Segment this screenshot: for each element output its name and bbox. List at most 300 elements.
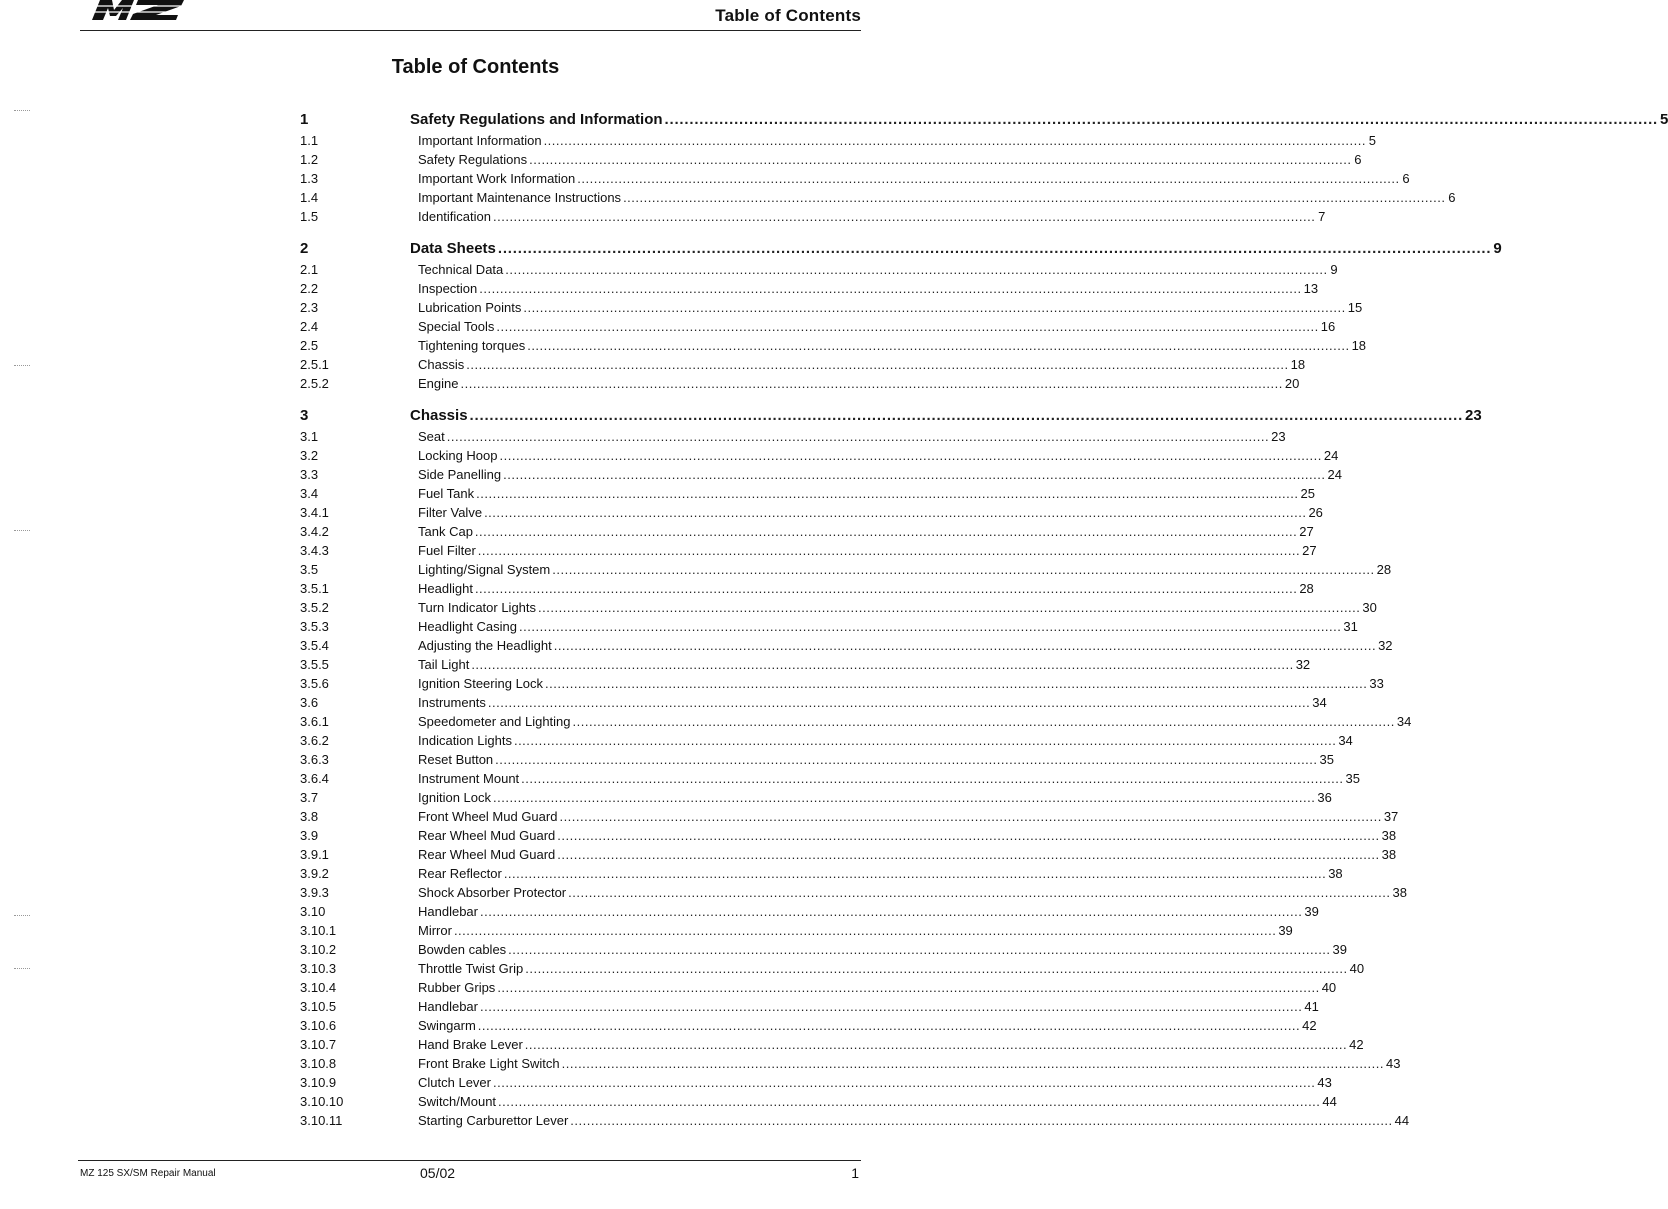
toc-row <box>298 672 1384 691</box>
table-of-contents <box>298 104 1668 1128</box>
toc-entry <box>410 467 1342 482</box>
toc-section-number: 3.10.4 <box>300 980 337 995</box>
toc-section-title: Indication Lights <box>418 733 512 748</box>
toc-section-title: Important Work Information <box>418 171 576 186</box>
toc-entry <box>410 209 1325 224</box>
toc-section-number: 3.10.8 <box>300 1056 337 1071</box>
toc-section-number: 3.5.6 <box>300 676 329 691</box>
toc-section-title: Lubrication Points <box>418 300 522 315</box>
toc-dot-leader: ........................................................................................................................................................................................................ <box>557 847 1380 862</box>
toc-row <box>298 1052 1401 1071</box>
toc-page-number: 23 <box>1271 429 1286 444</box>
toc-section-number: 3.10.3 <box>300 961 337 976</box>
scan-mark <box>14 968 30 970</box>
toc-section-title: Chassis <box>410 407 468 424</box>
toc-section-number: 3.2 <box>300 448 319 463</box>
toc-entry <box>410 543 1317 558</box>
toc-row <box>298 1014 1317 1033</box>
toc-entry <box>410 338 1366 353</box>
toc-dot-leader: ........................................................................................................................................................................................................ <box>487 695 1311 710</box>
toc-section-number: 3.10.5 <box>300 999 337 1014</box>
toc-page-number: 18 <box>1290 357 1306 372</box>
toc-section-title: Mirror <box>418 923 452 938</box>
toc-section-number: 1.2 <box>300 152 319 167</box>
toc-row <box>298 129 1376 148</box>
toc-dot-leader: ........................................................................................................................................................................................................ <box>523 300 1346 315</box>
toc-dot-leader: ........................................................................................................................................................................................................ <box>552 562 1375 577</box>
toc-page-number: 39 <box>1278 923 1293 938</box>
toc-dot-leader: ........................................................................................................................................................................................................ <box>499 448 1322 463</box>
toc-page-number: 24 <box>1327 467 1342 482</box>
toc-entry <box>410 923 1293 938</box>
toc-page-number: 20 <box>1284 376 1300 391</box>
toc-entry <box>410 1018 1317 1033</box>
scan-mark <box>14 110 30 112</box>
toc-entry <box>410 828 1396 843</box>
toc-row <box>298 995 1319 1014</box>
toc-page-number: 27 <box>1299 524 1314 539</box>
toc-page-number: 39 <box>1332 942 1348 957</box>
toc-entry <box>410 486 1315 501</box>
toc-dot-leader: ........................................................................................................................................................................................................ <box>508 942 1331 957</box>
toc-row <box>298 296 1363 315</box>
toc-page-number: 34 <box>1312 695 1327 710</box>
toc-page-number: 32 <box>1378 638 1393 653</box>
toc-section-number: 2.5.2 <box>300 376 329 391</box>
toc-section-title: Clutch Lever <box>418 1075 491 1090</box>
scan-mark <box>14 365 30 367</box>
toc-dot-leader: ........................................................................................................................................................................................................ <box>479 281 1302 296</box>
toc-row <box>298 824 1397 843</box>
toc-row <box>298 167 1410 186</box>
toc-section-title: Identification <box>418 209 491 224</box>
toc-dot-leader: ........................................................................................................................................................................................................ <box>474 524 1298 539</box>
toc-page-number: 28 <box>1376 562 1392 577</box>
toc-row <box>298 148 1362 167</box>
toc-row <box>298 186 1456 205</box>
toc-dot-leader: ........................................................................................................................................................................................................ <box>525 961 1348 976</box>
toc-page-number: 34 <box>1396 714 1412 729</box>
toc-entry <box>410 866 1343 881</box>
mz-logo <box>86 0 186 22</box>
toc-page-number: 9 <box>1330 262 1338 277</box>
toc-row <box>298 634 1393 653</box>
toc-section-number: 3.4 <box>300 486 319 501</box>
toc-dot-leader: ........................................................................................................................................................................................................ <box>553 638 1377 653</box>
toc-dot-leader: ........................................................................................................................................................................................................ <box>498 1094 1321 1109</box>
toc-entry <box>410 942 1347 957</box>
toc-section-number: 3.5.5 <box>300 657 329 672</box>
toc-dot-leader: ........................................................................................................................................................................................................ <box>492 1075 1316 1090</box>
toc-section-title: Tank Cap <box>418 524 473 539</box>
toc-section-title: Rear Reflector <box>418 866 502 881</box>
toc-row <box>298 786 1332 805</box>
toc-page-number: 38 <box>1381 847 1397 862</box>
toc-section-title: Technical Data <box>418 262 504 277</box>
toc-section-title: Ignition Lock <box>418 790 491 805</box>
toc-row <box>298 372 1300 391</box>
toc-section-number: 3.6.3 <box>300 752 329 767</box>
toc-section-title: Tail Light <box>418 657 470 672</box>
toc-section-number: 2.3 <box>300 300 319 315</box>
toc-page-number: 6 <box>1448 190 1456 205</box>
toc-section-title: Fuel Filter <box>418 543 476 558</box>
toc-row <box>298 976 1337 995</box>
toc-section-title: Turn Indicator Lights <box>418 600 537 615</box>
toc-section-number: 3.1 <box>300 429 319 444</box>
toc-section-title: Inspection <box>418 281 478 296</box>
toc-dot-leader: ........................................................................................................................................................................................................ <box>513 733 1337 748</box>
toc-row <box>298 463 1342 482</box>
toc-page-number: 34 <box>1338 733 1353 748</box>
toc-section-title: Bowden cables <box>418 942 507 957</box>
toc-row <box>298 1033 1364 1052</box>
toc-row <box>298 520 1314 539</box>
toc-section-title: Safety Regulations and Information <box>410 111 663 128</box>
toc-entry <box>410 752 1334 767</box>
toc-dot-leader: ........................................................................................................................................................................................................ <box>538 600 1361 615</box>
toc-dot-leader: ........................................................................................................................................................................................................ <box>527 338 1350 353</box>
toc-section-number: 1.3 <box>300 171 319 186</box>
toc-entry <box>410 448 1338 463</box>
toc-section-title: Throttle Twist Grip <box>418 961 524 976</box>
toc-section-title: Lighting/Signal System <box>418 562 551 577</box>
toc-row <box>298 843 1397 862</box>
toc-section-title: Front Wheel Mud Guard <box>418 809 558 824</box>
toc-row <box>298 353 1306 372</box>
toc-section-number: 3.5.2 <box>300 600 329 615</box>
toc-dot-leader: ........................................................................................................................................................................................................ <box>521 771 1344 786</box>
toc-section-title: Handlebar <box>418 904 478 919</box>
toc-page-number: 43 <box>1317 1075 1332 1090</box>
header-divider <box>80 30 861 31</box>
toc-entry <box>410 133 1376 148</box>
toc-section-number: 3.9.3 <box>300 885 329 900</box>
toc-section-number: 3.7 <box>300 790 319 805</box>
toc-entry <box>410 376 1299 391</box>
toc-section-title: Shock Absorber Protector <box>418 885 567 900</box>
toc-row <box>298 710 1412 729</box>
toc-section-number: 2 <box>300 240 309 257</box>
toc-page-number: 13 <box>1303 281 1319 296</box>
toc-dot-leader: ........................................................................................................................................................................................................ <box>477 543 1301 558</box>
toc-dot-leader: ........................................................................................................................................................................................................ <box>524 1037 1348 1052</box>
toc-page-number: 41 <box>1304 999 1319 1014</box>
toc-section-number: 2.4 <box>300 319 319 334</box>
toc-row <box>298 748 1334 767</box>
toc-entry <box>410 562 1391 577</box>
toc-entry <box>410 809 1398 824</box>
toc-page-number: 7 <box>1318 209 1326 224</box>
toc-entry <box>410 407 1482 424</box>
toc-entry <box>410 1113 1409 1128</box>
toc-entry <box>410 319 1335 334</box>
toc-dot-leader: ........................................................................................................................................................................................................ <box>505 262 1328 277</box>
toc-page-number: 30 <box>1362 600 1377 615</box>
toc-entry <box>410 505 1323 520</box>
toc-dot-leader: ........................................................................................................................................................................................................ <box>572 714 1395 729</box>
toc-section-number: 2.1 <box>300 262 319 277</box>
toc-section-title: Instrument Mount <box>418 771 520 786</box>
toc-section-title: Rear Wheel Mud Guard <box>418 847 556 862</box>
toc-page-number: 16 <box>1320 319 1336 334</box>
toc-page-number: 38 <box>1392 885 1407 900</box>
toc-entry <box>410 281 1318 296</box>
footer-manual-name: MZ 125 SX/SM Repair Manual <box>80 1168 216 1179</box>
toc-row <box>298 881 1407 900</box>
toc-dot-leader: ........................................................................................................................................................................................................ <box>493 209 1316 224</box>
toc-section-number: 3.4.3 <box>300 543 329 558</box>
toc-entry <box>410 714 1411 729</box>
toc-entry <box>410 676 1384 691</box>
toc-section-number: 3.5.1 <box>300 581 329 596</box>
toc-section-title: Adjusting the Headlight <box>418 638 552 653</box>
toc-section-title: Swingarm <box>418 1018 476 1033</box>
toc-section-title: Speedometer and Lighting <box>418 714 571 729</box>
toc-section-title: Rubber Grips <box>418 980 496 995</box>
toc-section-title: Reset Button <box>418 752 494 767</box>
toc-dot-leader: ........................................................................................................................................................................................................ <box>446 429 1270 444</box>
toc-section-number: 3.3 <box>300 467 319 482</box>
toc-page-number: 31 <box>1343 619 1358 634</box>
toc-section-number: 1 <box>300 111 309 128</box>
toc-entry <box>410 262 1338 277</box>
toc-section-title: Data Sheets <box>410 240 496 257</box>
toc-dot-leader: ........................................................................................................................................................................................................ <box>495 752 1318 767</box>
toc-section-number: 2.5 <box>300 338 319 353</box>
toc-section-number: 2.2 <box>300 281 319 296</box>
toc-entry <box>410 904 1319 919</box>
toc-page-number: 39 <box>1304 904 1319 919</box>
toc-page-number: 28 <box>1299 581 1314 596</box>
toc-dot-leader: ........................................................................................................................................................................................................ <box>480 999 1303 1014</box>
toc-page-number: 32 <box>1295 657 1311 672</box>
toc-section-number: 3.4.1 <box>300 505 329 520</box>
toc-entry <box>410 581 1314 596</box>
toc-entry <box>410 733 1353 748</box>
toc-entry <box>410 429 1286 444</box>
toc-dot-leader: ........................................................................................................................................................................................................ <box>460 376 1283 391</box>
toc-dot-leader: ........................................................................................................................................................................................................ <box>476 486 1299 501</box>
toc-section-number: 3.6.2 <box>300 733 329 748</box>
toc-row <box>298 425 1286 444</box>
toc-section-title: Fuel Tank <box>418 486 475 501</box>
toc-section-title: Rear Wheel Mud Guard <box>418 828 556 843</box>
toc-dot-leader: ........................................................................................................................................................................................................ <box>497 980 1320 995</box>
toc-entry <box>410 790 1332 805</box>
toc-section-title: Headlight <box>418 581 473 596</box>
toc-page-number: 43 <box>1386 1056 1401 1071</box>
toc-page-number: 18 <box>1351 338 1367 353</box>
toc-dot-leader: ........................................................................................................................................................................................................ <box>480 904 1303 919</box>
toc-section-number: 1.5 <box>300 209 319 224</box>
toc-section-title: Important Information <box>418 133 542 148</box>
toc-page-number: 44 <box>1394 1113 1410 1128</box>
toc-section-title: Ignition Steering Lock <box>418 676 544 691</box>
toc-page-number: 6 <box>1354 152 1362 167</box>
toc-section-number: 3.10.10 <box>300 1094 344 1109</box>
toc-section-title: Special Tools <box>418 319 495 334</box>
footer-divider <box>78 1160 861 1161</box>
toc-dot-leader: ........................................................................................................................................................................................................ <box>453 923 1277 938</box>
toc-row <box>298 539 1317 558</box>
toc-row <box>298 315 1336 334</box>
toc-row <box>298 729 1353 748</box>
toc-page-number: 38 <box>1328 866 1343 881</box>
toc-row <box>298 1071 1332 1090</box>
toc-row <box>298 558 1392 577</box>
toc-entry <box>410 600 1377 615</box>
toc-dot-leader: ........................................................................................................................................................................................................ <box>469 407 1464 424</box>
toc-section-number: 3.9.2 <box>300 866 329 881</box>
toc-section-title: Switch/Mount <box>418 1094 497 1109</box>
header-title: Table of Contents <box>715 6 861 25</box>
toc-section-number: 3.6.1 <box>300 714 329 729</box>
toc-page-number: 40 <box>1349 961 1365 976</box>
toc-entry <box>410 1075 1332 1090</box>
footer-date: 05/02 <box>420 1165 456 1181</box>
toc-section-number: 3.5 <box>300 562 319 577</box>
toc-row <box>298 482 1315 501</box>
toc-chapter-row <box>298 233 1502 257</box>
toc-row <box>298 653 1311 672</box>
toc-dot-leader: ........................................................................................................................................................................................................ <box>543 133 1366 148</box>
toc-entry <box>410 171 1410 186</box>
toc-dot-leader: ........................................................................................................................................................................................................ <box>503 467 1326 482</box>
toc-page-number: 33 <box>1369 676 1384 691</box>
toc-dot-leader: ........................................................................................................................................................................................................ <box>496 319 1319 334</box>
toc-section-title: Front Brake Light Switch <box>418 1056 560 1071</box>
toc-section-title: Headlight Casing <box>418 619 518 634</box>
toc-page-number: 35 <box>1319 752 1334 767</box>
toc-page-number: 15 <box>1347 300 1363 315</box>
toc-section-title: Important Maintenance Instructions <box>418 190 622 205</box>
toc-entry <box>410 190 1455 205</box>
toc-entry <box>410 980 1336 995</box>
toc-dot-leader: ........................................................................................................................................................................................................ <box>503 866 1327 881</box>
toc-dot-leader: ........................................................................................................................................................................................................ <box>466 357 1289 372</box>
toc-section-number: 3.10 <box>300 904 326 919</box>
toc-page-number: 5 <box>1660 111 1668 128</box>
toc-section-number: 3.9.1 <box>300 847 329 862</box>
toc-dot-leader: ........................................................................................................................................................................................................ <box>664 111 1659 128</box>
toc-dot-leader: ........................................................................................................................................................................................................ <box>497 240 1492 257</box>
toc-row <box>298 577 1314 596</box>
toc-dot-leader: ........................................................................................................................................................................................................ <box>474 581 1298 596</box>
toc-dot-leader: ........................................................................................................................................................................................................ <box>471 657 1294 672</box>
toc-entry <box>410 1094 1337 1109</box>
toc-section-number: 2.5.1 <box>300 357 329 372</box>
toc-row <box>298 691 1327 710</box>
toc-row <box>298 444 1339 463</box>
toc-row <box>298 258 1338 277</box>
toc-entry <box>410 657 1310 672</box>
toc-row <box>298 805 1399 824</box>
toc-section-number: 3.6 <box>300 695 319 710</box>
toc-entry <box>410 771 1360 786</box>
toc-section-number: 1.1 <box>300 133 319 148</box>
toc-page-number: 27 <box>1302 543 1317 558</box>
toc-section-title: Seat <box>418 429 445 444</box>
toc-section-title: Handlebar <box>418 999 478 1014</box>
toc-section-title: Filter Valve <box>418 505 483 520</box>
toc-row <box>298 501 1323 520</box>
toc-entry <box>410 619 1358 634</box>
toc-entry <box>410 885 1407 900</box>
toc-entry <box>410 152 1362 167</box>
toc-section-title: Locking Hoop <box>418 448 498 463</box>
toc-dot-leader: ........................................................................................................................................................................................................ <box>568 885 1391 900</box>
toc-entry <box>410 1037 1364 1052</box>
toc-section-title: Safety Regulations <box>418 152 528 167</box>
toc-section-number: 3.6.4 <box>300 771 329 786</box>
toc-section-number: 3.10.6 <box>300 1018 337 1033</box>
toc-page-number: 38 <box>1381 828 1397 843</box>
toc-dot-leader: ........................................................................................................................................................................................................ <box>545 676 1368 691</box>
toc-section-number: 3.8 <box>300 809 319 824</box>
toc-entry <box>410 357 1305 372</box>
toc-dot-leader: ........................................................................................................................................................................................................ <box>477 1018 1301 1033</box>
toc-entry <box>410 695 1327 710</box>
toc-section-number: 1.4 <box>300 190 319 205</box>
toc-entry <box>410 961 1364 976</box>
toc-section-title: Engine <box>418 376 459 391</box>
toc-page-number: 42 <box>1302 1018 1317 1033</box>
toc-page-number: 23 <box>1465 407 1482 424</box>
toc-page-number: 35 <box>1345 771 1360 786</box>
toc-page-number: 42 <box>1349 1037 1364 1052</box>
toc-row <box>298 334 1367 353</box>
scan-mark <box>14 915 30 917</box>
toc-row <box>298 862 1343 881</box>
toc-entry <box>410 111 1668 128</box>
toc-dot-leader: ........................................................................................................................................................................................................ <box>623 190 1446 205</box>
toc-page-number: 6 <box>1402 171 1410 186</box>
toc-entry <box>410 847 1396 862</box>
toc-row <box>298 277 1319 296</box>
toc-dot-leader: ........................................................................................................................................................................................................ <box>561 1056 1384 1071</box>
toc-section-title: Tightening torques <box>418 338 526 353</box>
toc-page-number: 40 <box>1321 980 1337 995</box>
toc-entry <box>410 300 1362 315</box>
toc-section-number: 3.10.7 <box>300 1037 337 1052</box>
toc-row <box>298 938 1348 957</box>
toc-page-number: 36 <box>1317 790 1332 805</box>
toc-page-number: 5 <box>1368 133 1376 148</box>
page-title: Table of Contents <box>391 56 560 78</box>
toc-row <box>298 1090 1337 1109</box>
toc-page-number: 26 <box>1308 505 1323 520</box>
toc-page-number: 25 <box>1300 486 1315 501</box>
toc-chapter-row <box>298 104 1668 128</box>
toc-dot-leader: ........................................................................................................................................................................................................ <box>484 505 1307 520</box>
toc-dot-leader: ........................................................................................................................................................................................................ <box>559 809 1382 824</box>
toc-dot-leader: ........................................................................................................................................................................................................ <box>557 828 1380 843</box>
toc-row <box>298 596 1377 615</box>
toc-section-number: 3.10.9 <box>300 1075 337 1090</box>
toc-dot-leader: ........................................................................................................................................................................................................ <box>519 619 1342 634</box>
scan-mark <box>14 530 30 532</box>
toc-page-number: 44 <box>1322 1094 1337 1109</box>
toc-dot-leader: ........................................................................................................................................................................................................ <box>529 152 1352 167</box>
toc-page-number: 9 <box>1493 240 1502 257</box>
toc-section-number: 3 <box>300 407 309 424</box>
toc-row <box>298 767 1360 786</box>
toc-row <box>298 900 1319 919</box>
toc-section-title: Instruments <box>418 695 486 710</box>
toc-section-title: Hand Brake Lever <box>418 1037 523 1052</box>
toc-section-title: Side Panelling <box>418 467 502 482</box>
